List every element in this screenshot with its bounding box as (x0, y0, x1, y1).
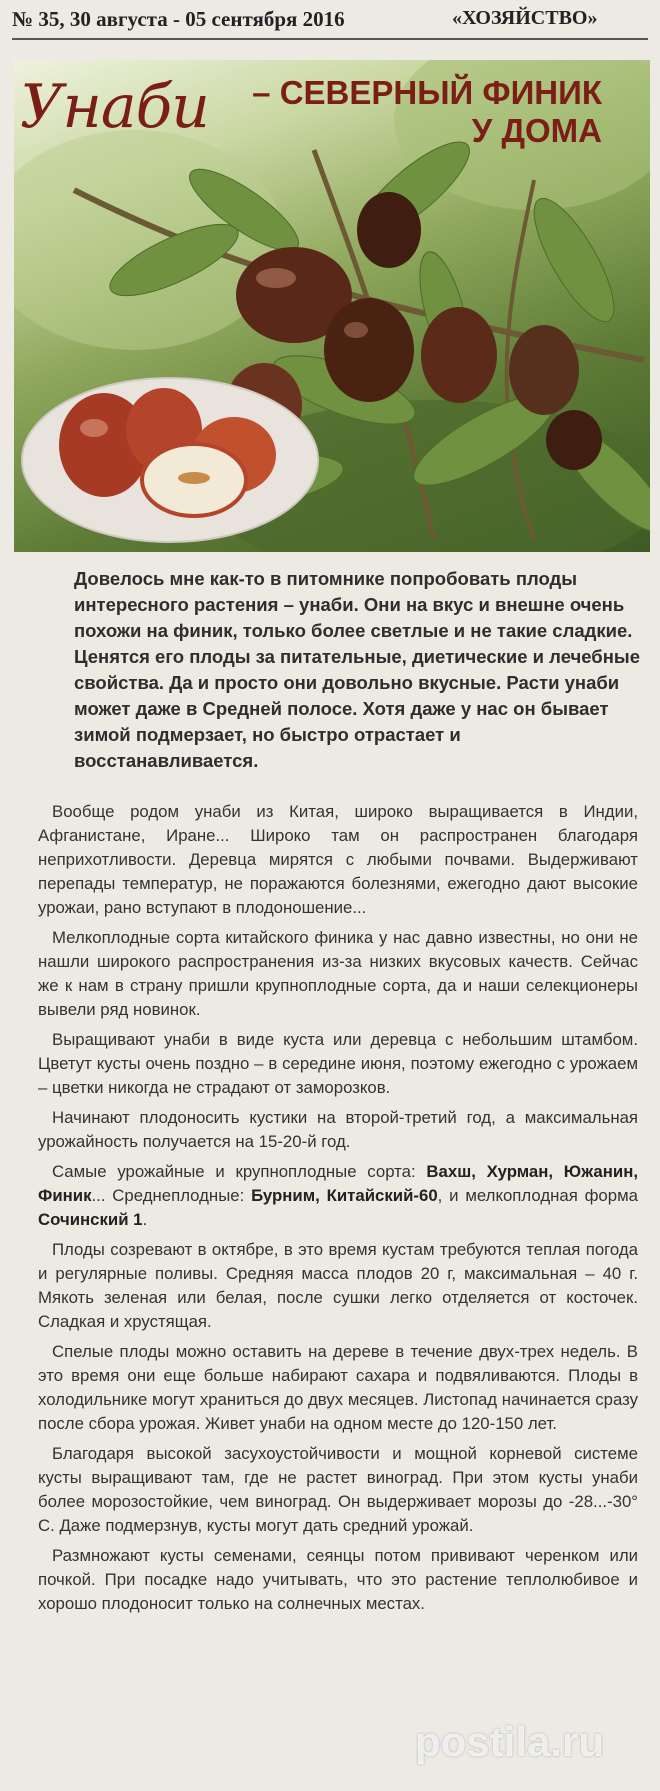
section-name: «ХОЗЯЙСТВО» (452, 7, 598, 29)
paragraph: Выращивают унаби в виде куста или деревца с небольшим штамбом. Цветут кусты очень поздно – в середине июня, поэтому ежегодно с урожаем – цветки никогда не страдают от заморозков. (38, 1030, 638, 1097)
text-span: Самые урожайные и крупноплодные сорта: (52, 1162, 427, 1181)
header-divider (12, 38, 648, 40)
paragraph: Вообще родом унаби из Китая, широко выращивается в Индии, Афганистане, Иране... Широко там он распространен благодаря неприхотливости. Деревца мирятся с любыми почвами. Выдерживают перепады температур, не поражаются болезнями, ежегодно дают высокие урожаи, рано вступают в плодоношение... (38, 802, 638, 917)
paragraph: Благодаря высокой засухоустойчивости и мощной корневой системе кусты выращивают там, где не растет виноград. При этом кусты унаби более морозостойкие, чем виноград. Он выдерживает морозы до -28...-30° С. Даже подмерзнув, кусты могут дать средний урожай. (38, 1444, 638, 1535)
variety-names: Бурним, Китайский-60 (251, 1186, 438, 1205)
watermark: postila.ru (415, 1718, 605, 1765)
variety-names: Сочинский 1 (38, 1210, 143, 1229)
paragraph: Начинают плодоносить кустики на второй-третий год, а максимальная урожайность получается на 15-20-й год. (38, 1108, 638, 1151)
title-line-1: – СЕВЕРНЫЙ ФИНИК (252, 74, 602, 111)
paragraph: Мелкоплодные сорта китайского финика у нас давно известны, но они не нашли широкого распространения из-за низких вкусовых качеств. Сейчас же к нам в страну пришли крупноплодные сорта, да и наши селекционеры вывели ряд новинок. (38, 928, 638, 1019)
title-script: Унаби (20, 72, 209, 142)
article-title (252, 74, 602, 150)
paragraph-varieties (38, 1160, 638, 1232)
text-span: , и мелкоплодная форма (437, 1186, 638, 1205)
paragraph: Размножают кусты семенами, сеянцы потом прививают черенком или почкой. При посадке надо учитывать, что это растение теплолюбивое и хорошо плодоносит только на солнечных местах. (38, 1546, 638, 1613)
text-span: . (142, 1210, 148, 1229)
text-span: ... Среднеплодные: (91, 1186, 252, 1205)
page-header (0, 0, 660, 38)
issue-date: № 35, 30 августа - 05 сентября 2016 (12, 7, 345, 31)
title-line-2: У ДОМА (471, 112, 602, 149)
paragraph: Спелые плоды можно оставить на дереве в течение двух-трех недель. В это время они еще больше набирают сахара и подвяливаются. Плоды в холодильнике могут храниться до двух месяцев. Листопад начинается сразу после сбора урожая. Живет унаби на одном месте до 120-150 лет. (38, 1342, 638, 1433)
hero-photo (14, 60, 650, 552)
variety-names: Вахш, Хурман, Южанин, Финик (38, 1162, 638, 1205)
paragraph: Плоды созревают в октябре, в это время кустам требуются теплая погода и регулярные поливы. Средняя масса плодов 20 г, максимальная – 40 г. Мякоть зеленая или белая, после сушки легко отделяется от косточек. Сладкая и хрустящая. (38, 1240, 638, 1331)
article-body (38, 800, 638, 1622)
lead-paragraph: Довелось мне как-то в питомнике попробовать плоды интересного растения – унаби. Они на вкус и внешне очень похожи на финик, только более светлые и не такие сладкие. Ценятся его плоды за питательные, диетические и лечебные свойства. Да и просто они довольно вкусные. Расти унаби может даже в Средней полосе. Хотя даже у нас он бывает зимой подмерзает, но быстро отрастает и восстанавливается. (74, 568, 640, 771)
